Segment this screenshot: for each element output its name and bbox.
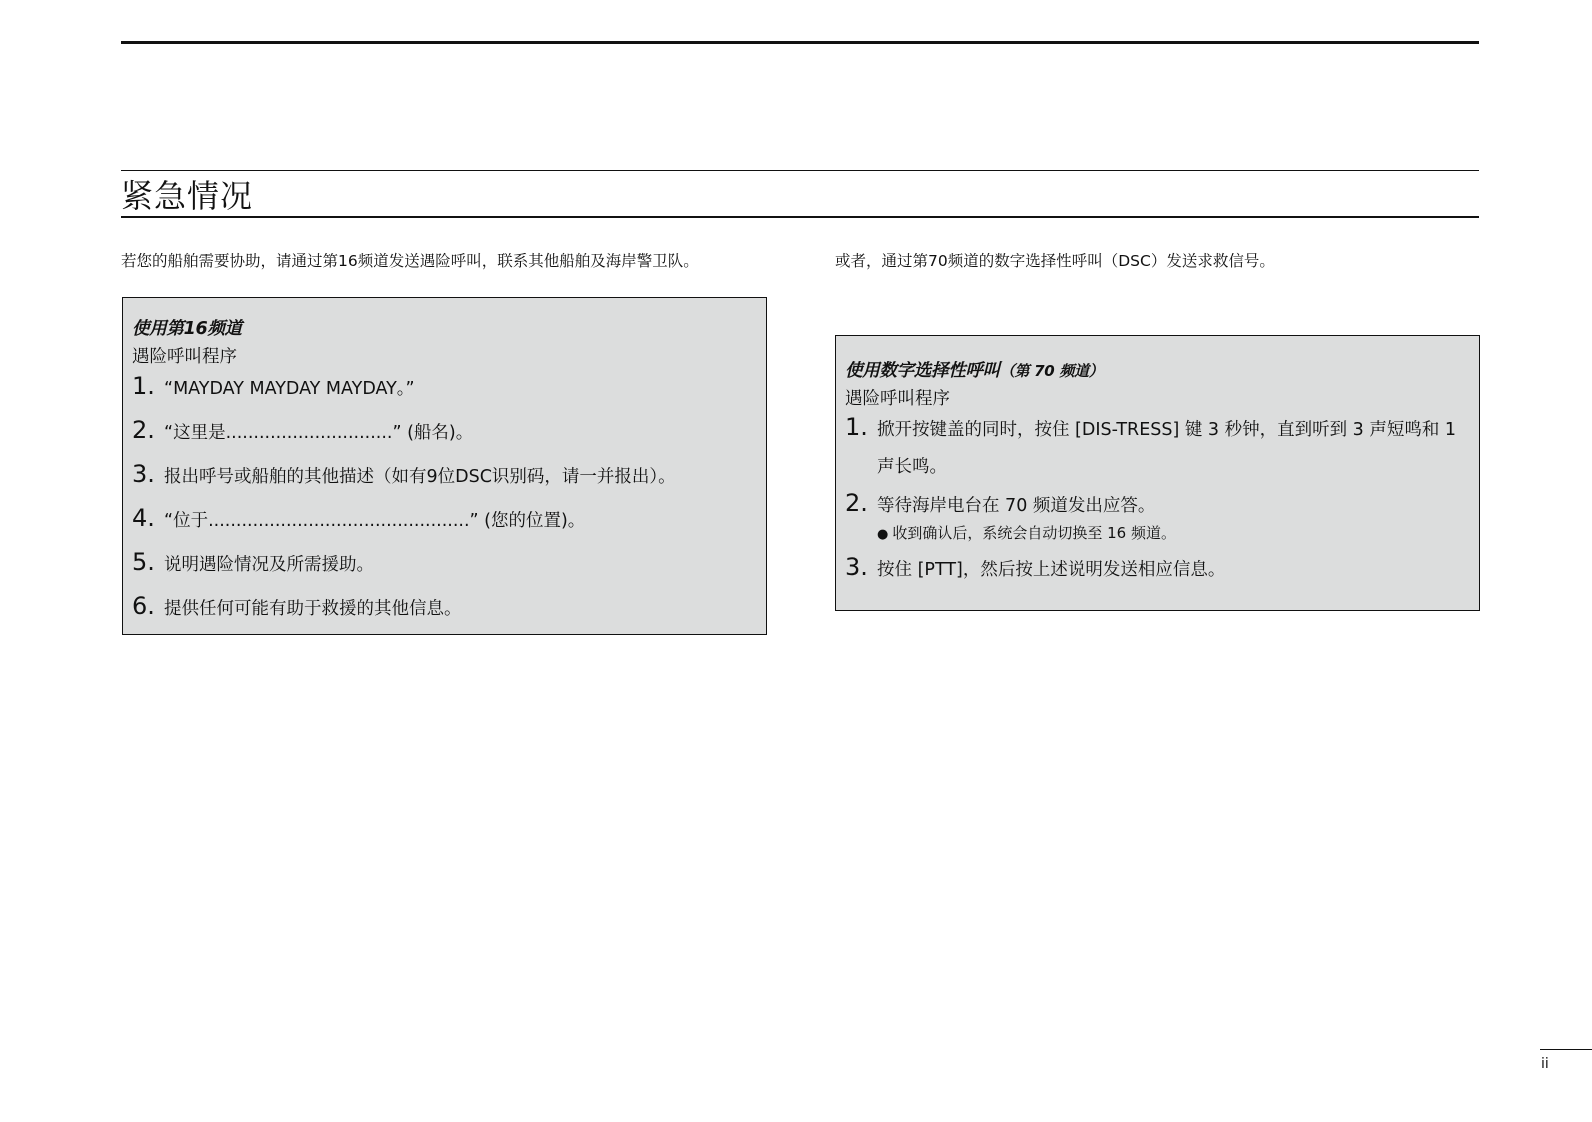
step-text: “位于...............................................” (您的位置)。 bbox=[164, 511, 586, 531]
step-text: “这里是..............................” (船名)。 bbox=[164, 423, 474, 443]
step-text: 说明遇险情况及所需援助。 bbox=[164, 555, 374, 575]
intro-text-right: 或者，通过第70频道的数字选择性呼叫（DSC）发送求救信号。 bbox=[835, 252, 1275, 270]
channel16-step bbox=[132, 415, 757, 459]
channel16-step bbox=[132, 459, 757, 503]
step-text: 提供任何可能有助于救援的其他信息。 bbox=[164, 599, 462, 619]
page-number: ii bbox=[1541, 1056, 1549, 1072]
footer-rule bbox=[1540, 1049, 1592, 1050]
note-text: 收到确认后，系统会自动切换至 16 频道。 bbox=[892, 524, 1176, 542]
step-number: 4. bbox=[132, 504, 155, 532]
dsc-step bbox=[845, 488, 1470, 525]
step-text: 掀开按键盖的同时，按住 [DIS-TRESS] 键 3 秒钟，直到听到 3 声短鸣和 1 声长鸣。 bbox=[877, 420, 1457, 477]
title-rule-bottom bbox=[121, 216, 1479, 218]
dsc-box-title-suffix: （第 70 频道） bbox=[999, 362, 1104, 380]
channel16-procedure-box bbox=[122, 297, 767, 635]
step-number: 3. bbox=[845, 553, 868, 581]
step-text: 按住 [PTT]，然后按上述说明发送相应信息。 bbox=[877, 560, 1226, 580]
dsc-box-subtitle: 遇险呼叫程序 bbox=[845, 389, 950, 409]
channel16-step bbox=[132, 591, 757, 635]
dsc-box-title bbox=[845, 358, 1470, 384]
dsc-step bbox=[845, 552, 1470, 589]
step-number: 2. bbox=[845, 489, 868, 517]
channel16-box-title: 使用第16频道 bbox=[132, 319, 242, 339]
channel16-steps bbox=[132, 371, 757, 635]
channel16-step bbox=[132, 371, 757, 415]
step-number: 1. bbox=[845, 413, 868, 441]
dsc-steps bbox=[845, 412, 1470, 589]
title-rule-top bbox=[121, 170, 1479, 171]
channel16-box-subtitle: 遇险呼叫程序 bbox=[132, 347, 237, 367]
dsc-step-note bbox=[877, 522, 1470, 546]
step-number: 6. bbox=[132, 592, 155, 620]
page-title: 紧急情况 bbox=[121, 177, 254, 215]
step-number: 3. bbox=[132, 460, 155, 488]
dsc-procedure-box bbox=[835, 335, 1480, 611]
channel16-step bbox=[132, 547, 757, 591]
step-text: 等待海岸电台在 70 频道发出应答。 bbox=[877, 496, 1156, 516]
step-number: 5. bbox=[132, 548, 155, 576]
dsc-step bbox=[845, 412, 1470, 486]
step-text: 报出呼号或船舶的其他描述（如有9位DSC识别码，请一并报出）。 bbox=[164, 467, 676, 487]
step-text: “MAYDAY MAYDAY MAYDAY。” bbox=[164, 379, 415, 399]
channel16-step bbox=[132, 503, 757, 547]
bullet-icon: ● bbox=[877, 527, 889, 542]
dsc-box-title-main: 使用数字选择性呼叫 bbox=[845, 361, 1000, 381]
step-number: 1. bbox=[132, 372, 155, 400]
step-number: 2. bbox=[132, 416, 155, 444]
intro-text-left: 若您的船舶需要协助，请通过第16频道发送遇险呼叫，联系其他船舶及海岸警卫队。 bbox=[121, 252, 699, 270]
header-rule bbox=[121, 41, 1479, 44]
